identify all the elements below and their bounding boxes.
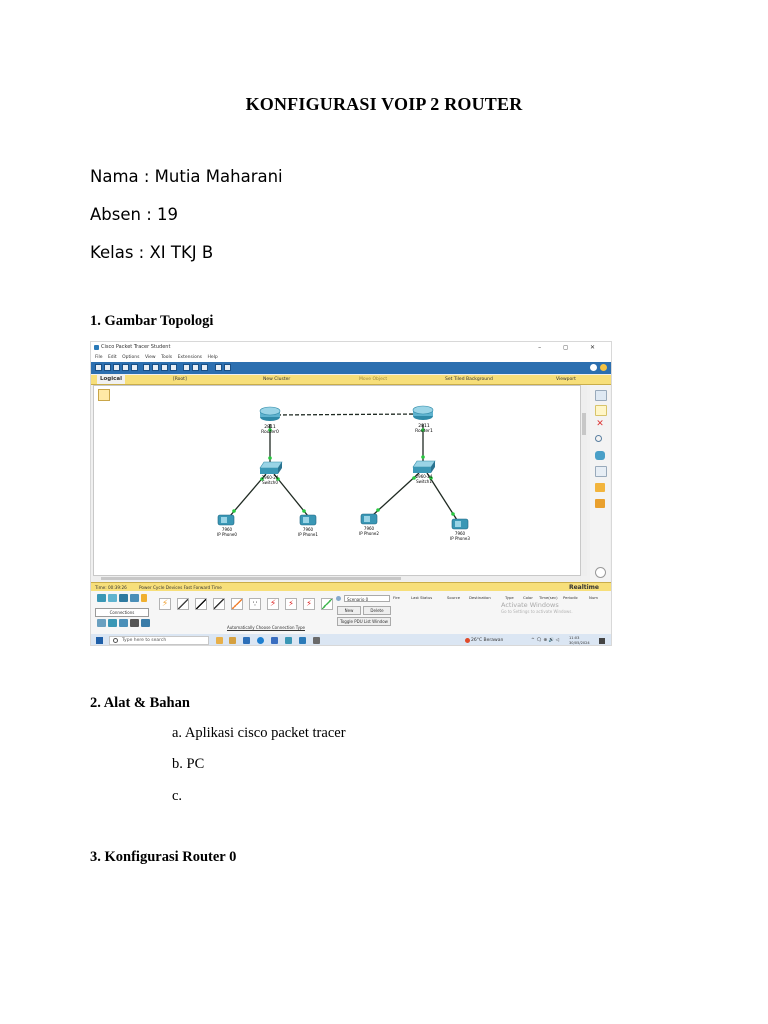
new-cluster-button[interactable]: New Cluster xyxy=(263,377,291,382)
device-selection-panel xyxy=(91,591,611,634)
link-light xyxy=(302,509,306,513)
ip-phone-icon xyxy=(361,514,377,524)
menu-options[interactable]: Options xyxy=(122,355,140,360)
window-titlebar xyxy=(91,342,611,353)
copy-icon[interactable] xyxy=(143,364,150,371)
tools-item-c: c. xyxy=(172,788,183,804)
iot-cable-icon[interactable] xyxy=(321,598,333,610)
event-col-source: Source xyxy=(447,595,461,600)
root-button[interactable]: [Root] xyxy=(173,377,187,382)
new-scenario-button[interactable]: New xyxy=(337,606,361,615)
taskbar-app-icon[interactable] xyxy=(313,637,320,644)
menu-edit[interactable]: Edit xyxy=(107,355,117,360)
phone-cable-icon[interactable]: ∵ xyxy=(249,598,261,610)
toggle-pdu-list-button[interactable]: Toggle PDU List Window xyxy=(337,617,391,626)
workspace-vertical-scrollbar[interactable] xyxy=(581,385,587,576)
zoom-out-icon[interactable] xyxy=(201,364,208,371)
section-heading-router-config: 3. Konfigurasi Router 0 xyxy=(90,849,237,865)
windows-taskbar xyxy=(91,634,611,646)
link-light xyxy=(376,508,380,512)
straight-through-cable-icon[interactable] xyxy=(195,598,207,610)
ip-phone-icon xyxy=(218,515,234,525)
window-title: Cisco Packet Tracer Student xyxy=(101,344,171,350)
event-col-periodic: Periodic xyxy=(563,595,578,600)
print-icon[interactable] xyxy=(122,364,129,371)
weather-text[interactable]: 26°C Berawan xyxy=(471,638,504,643)
event-col-time: Time(sec) xyxy=(539,595,558,600)
section-heading-topology: 1. Gambar Topologi xyxy=(90,313,214,329)
note-tool-icon[interactable] xyxy=(595,405,607,416)
document-title: KONFIGURASI VOIP 2 ROUTER xyxy=(245,94,523,114)
activity-wizard-icon[interactable] xyxy=(131,364,138,371)
router0-model-label: 2811 xyxy=(264,425,276,430)
switch1-name-label: Switch1 xyxy=(416,479,432,484)
student-absen: Absen : 19 xyxy=(90,205,179,224)
router-icon xyxy=(260,407,280,421)
packet-tracer-screenshot xyxy=(90,341,612,646)
redo-icon[interactable] xyxy=(170,364,177,371)
tools-item-b: b. PC xyxy=(172,756,205,772)
phone3-model-label: 7960 xyxy=(454,531,466,536)
components-icon[interactable] xyxy=(119,594,128,602)
menu-tools[interactable]: Tools xyxy=(161,355,173,360)
link-light xyxy=(451,512,455,516)
info-icon[interactable] xyxy=(590,364,597,371)
console-cable-icon[interactable] xyxy=(177,598,189,610)
connection-type-label: Automatically Choose Connection Type xyxy=(227,625,305,630)
viewport-button[interactable]: Viewport xyxy=(556,377,576,382)
scroll-thumb[interactable] xyxy=(101,577,401,580)
auto-cable-icon[interactable]: ⚡ xyxy=(159,598,171,610)
switch-icon xyxy=(260,462,282,474)
time-controls[interactable]: Power Cycle Devices Fast Forward Time xyxy=(139,585,222,590)
delete-scenario-button[interactable]: Delete xyxy=(363,606,391,615)
topology-diagram xyxy=(94,386,580,575)
device-subtype-icon[interactable] xyxy=(108,619,117,627)
phone2-name-label: IP Phone2 xyxy=(359,531,379,536)
store-icon[interactable] xyxy=(271,637,278,644)
taskbar-time: 11:03 xyxy=(569,636,580,640)
phone0-name-label: IP Phone0 xyxy=(217,532,237,537)
router1-model-label: 2811 xyxy=(418,424,430,429)
zoom-in-icon[interactable] xyxy=(183,364,190,371)
time-display: Time: 00:39:26 xyxy=(95,585,127,590)
activate-windows-watermark: Activate Windows xyxy=(501,601,559,609)
scenario-info-icon xyxy=(336,596,341,601)
logical-workspace-bar xyxy=(91,375,611,385)
event-col-last-status: Last Status xyxy=(411,595,433,600)
octal-cable-icon[interactable]: ⚡ xyxy=(303,598,315,610)
crossover-cable-icon[interactable] xyxy=(213,598,225,610)
device-subtype-icon[interactable] xyxy=(119,619,128,627)
workspace-horizontal-scrollbar[interactable] xyxy=(93,576,581,581)
system-tray-icons[interactable]: ^ 🗨 ⊕ 🔊 ◁ xyxy=(531,638,560,643)
section-heading-tools: 2. Alat & Bahan xyxy=(90,695,190,711)
window-controls[interactable]: – ◻ ✕ xyxy=(538,344,605,351)
phone1-name-label: IP Phone1 xyxy=(298,532,318,537)
menu-bar xyxy=(91,353,611,362)
switch0-phone0-link xyxy=(230,474,266,516)
switch-icon xyxy=(413,461,435,473)
switch0-name-label: Switch0 xyxy=(262,480,278,485)
event-col-destination: Destination xyxy=(469,595,491,600)
paste-icon[interactable] xyxy=(152,364,159,371)
router1-name-label: Router1 xyxy=(415,429,433,434)
realtime-clock-icon[interactable] xyxy=(595,567,606,578)
serial-dce-cable-icon[interactable]: ⚡ xyxy=(267,598,279,610)
fiber-cable-icon[interactable] xyxy=(231,598,243,610)
taskbar-search-placeholder: Type here to search xyxy=(122,638,167,643)
student-class: Kelas : XI TKJ B xyxy=(90,243,214,262)
switch1-phone2-link xyxy=(373,473,419,515)
event-col-color: Color xyxy=(523,595,533,600)
windows-start-icon[interactable] xyxy=(96,637,103,644)
menu-view[interactable]: View xyxy=(144,355,156,360)
menu-help[interactable]: Help xyxy=(207,355,218,360)
add-simple-pdu-icon[interactable] xyxy=(595,483,605,492)
ip-phone-icon xyxy=(452,519,468,529)
select-tool-icon[interactable] xyxy=(595,390,607,401)
main-toolbar xyxy=(91,362,611,374)
packet-tracer-app-icon xyxy=(94,345,99,350)
taskbar-clock[interactable] xyxy=(569,636,590,645)
new-file-icon[interactable] xyxy=(95,364,102,371)
packet-tracer-taskbar-icon[interactable] xyxy=(299,637,306,644)
router0-name-label: Router0 xyxy=(261,430,279,435)
help-icon[interactable] xyxy=(600,364,607,371)
custom-device-icon[interactable] xyxy=(224,364,231,371)
event-col-num: Num xyxy=(589,595,598,600)
link-light xyxy=(421,455,425,459)
menu-file[interactable]: File xyxy=(95,355,103,360)
mail-icon[interactable] xyxy=(285,637,292,644)
link-light xyxy=(268,456,272,460)
menu-extensions[interactable]: Extensions xyxy=(177,355,203,360)
taskbar-search[interactable] xyxy=(109,636,209,645)
undo-icon[interactable] xyxy=(161,364,168,371)
search-icon xyxy=(113,638,118,643)
connections-lightning-icon[interactable] xyxy=(141,594,147,602)
phone1-model-label: 7960 xyxy=(302,527,314,532)
tools-item-a: a. Aplikasi cisco packet tracer xyxy=(172,725,346,741)
router-icon xyxy=(413,406,433,420)
zoom-reset-icon[interactable] xyxy=(192,364,199,371)
event-col-type: Type xyxy=(505,595,514,600)
logical-tab[interactable]: Logical xyxy=(97,375,125,384)
serial-dte-cable-icon[interactable]: ⚡ xyxy=(285,598,297,610)
move-object-button[interactable]: Move Object xyxy=(359,377,388,382)
palette-icon[interactable] xyxy=(215,364,222,371)
device-subtype-icon[interactable] xyxy=(130,619,139,627)
device-subtype-icon[interactable] xyxy=(97,619,106,627)
open-folder-icon[interactable] xyxy=(104,364,111,371)
scenario-select[interactable]: Scenario 0 xyxy=(344,595,390,602)
delete-x-icon[interactable]: ✕ xyxy=(596,419,604,429)
scroll-thumb[interactable] xyxy=(582,413,586,435)
add-complex-pdu-icon[interactable] xyxy=(595,499,605,508)
phone3-name-label: IP Phone3 xyxy=(450,536,470,541)
device-subtype-icon[interactable] xyxy=(141,619,150,627)
phone0-model-label: 7960 xyxy=(221,527,233,532)
task-view-icon[interactable] xyxy=(229,637,236,644)
event-col-fire: Fire xyxy=(393,595,400,600)
connections-category-label: Connections xyxy=(95,608,149,617)
realtime-mode-label[interactable]: Realtime xyxy=(568,584,599,591)
weather-icon xyxy=(465,638,470,643)
scenario-panel xyxy=(335,595,390,629)
ip-phone-icon xyxy=(300,515,316,525)
end-devices-icon[interactable] xyxy=(108,594,117,602)
switch0-model-label: 2960-24 xyxy=(261,475,279,480)
activate-windows-subtext: Go to Settings to activate Windows. xyxy=(501,609,573,614)
logical-workspace[interactable] xyxy=(93,385,581,576)
resize-shape-icon[interactable] xyxy=(595,451,605,460)
inspect-magnifier-icon[interactable] xyxy=(595,435,602,442)
edge-browser-icon[interactable] xyxy=(257,637,264,644)
link-light xyxy=(232,509,236,513)
right-tool-palette xyxy=(590,385,610,585)
network-devices-icon[interactable] xyxy=(97,594,106,602)
save-icon[interactable] xyxy=(113,364,120,371)
switch1-model-label: 2960-24 xyxy=(415,474,433,479)
cortana-icon[interactable] xyxy=(216,637,223,644)
file-explorer-icon[interactable] xyxy=(243,637,250,644)
multiuser-icon[interactable] xyxy=(130,594,139,602)
router-serial-link xyxy=(271,414,421,415)
set-tiled-background-button[interactable]: Set Tiled Background xyxy=(445,377,493,382)
phone2-model-label: 7960 xyxy=(363,526,375,531)
draw-shape-icon[interactable] xyxy=(595,466,607,477)
student-name: Nama : Mutia Maharani xyxy=(90,167,283,186)
notification-icon[interactable] xyxy=(599,638,605,644)
taskbar-date: 30/05/2024 xyxy=(569,640,590,645)
